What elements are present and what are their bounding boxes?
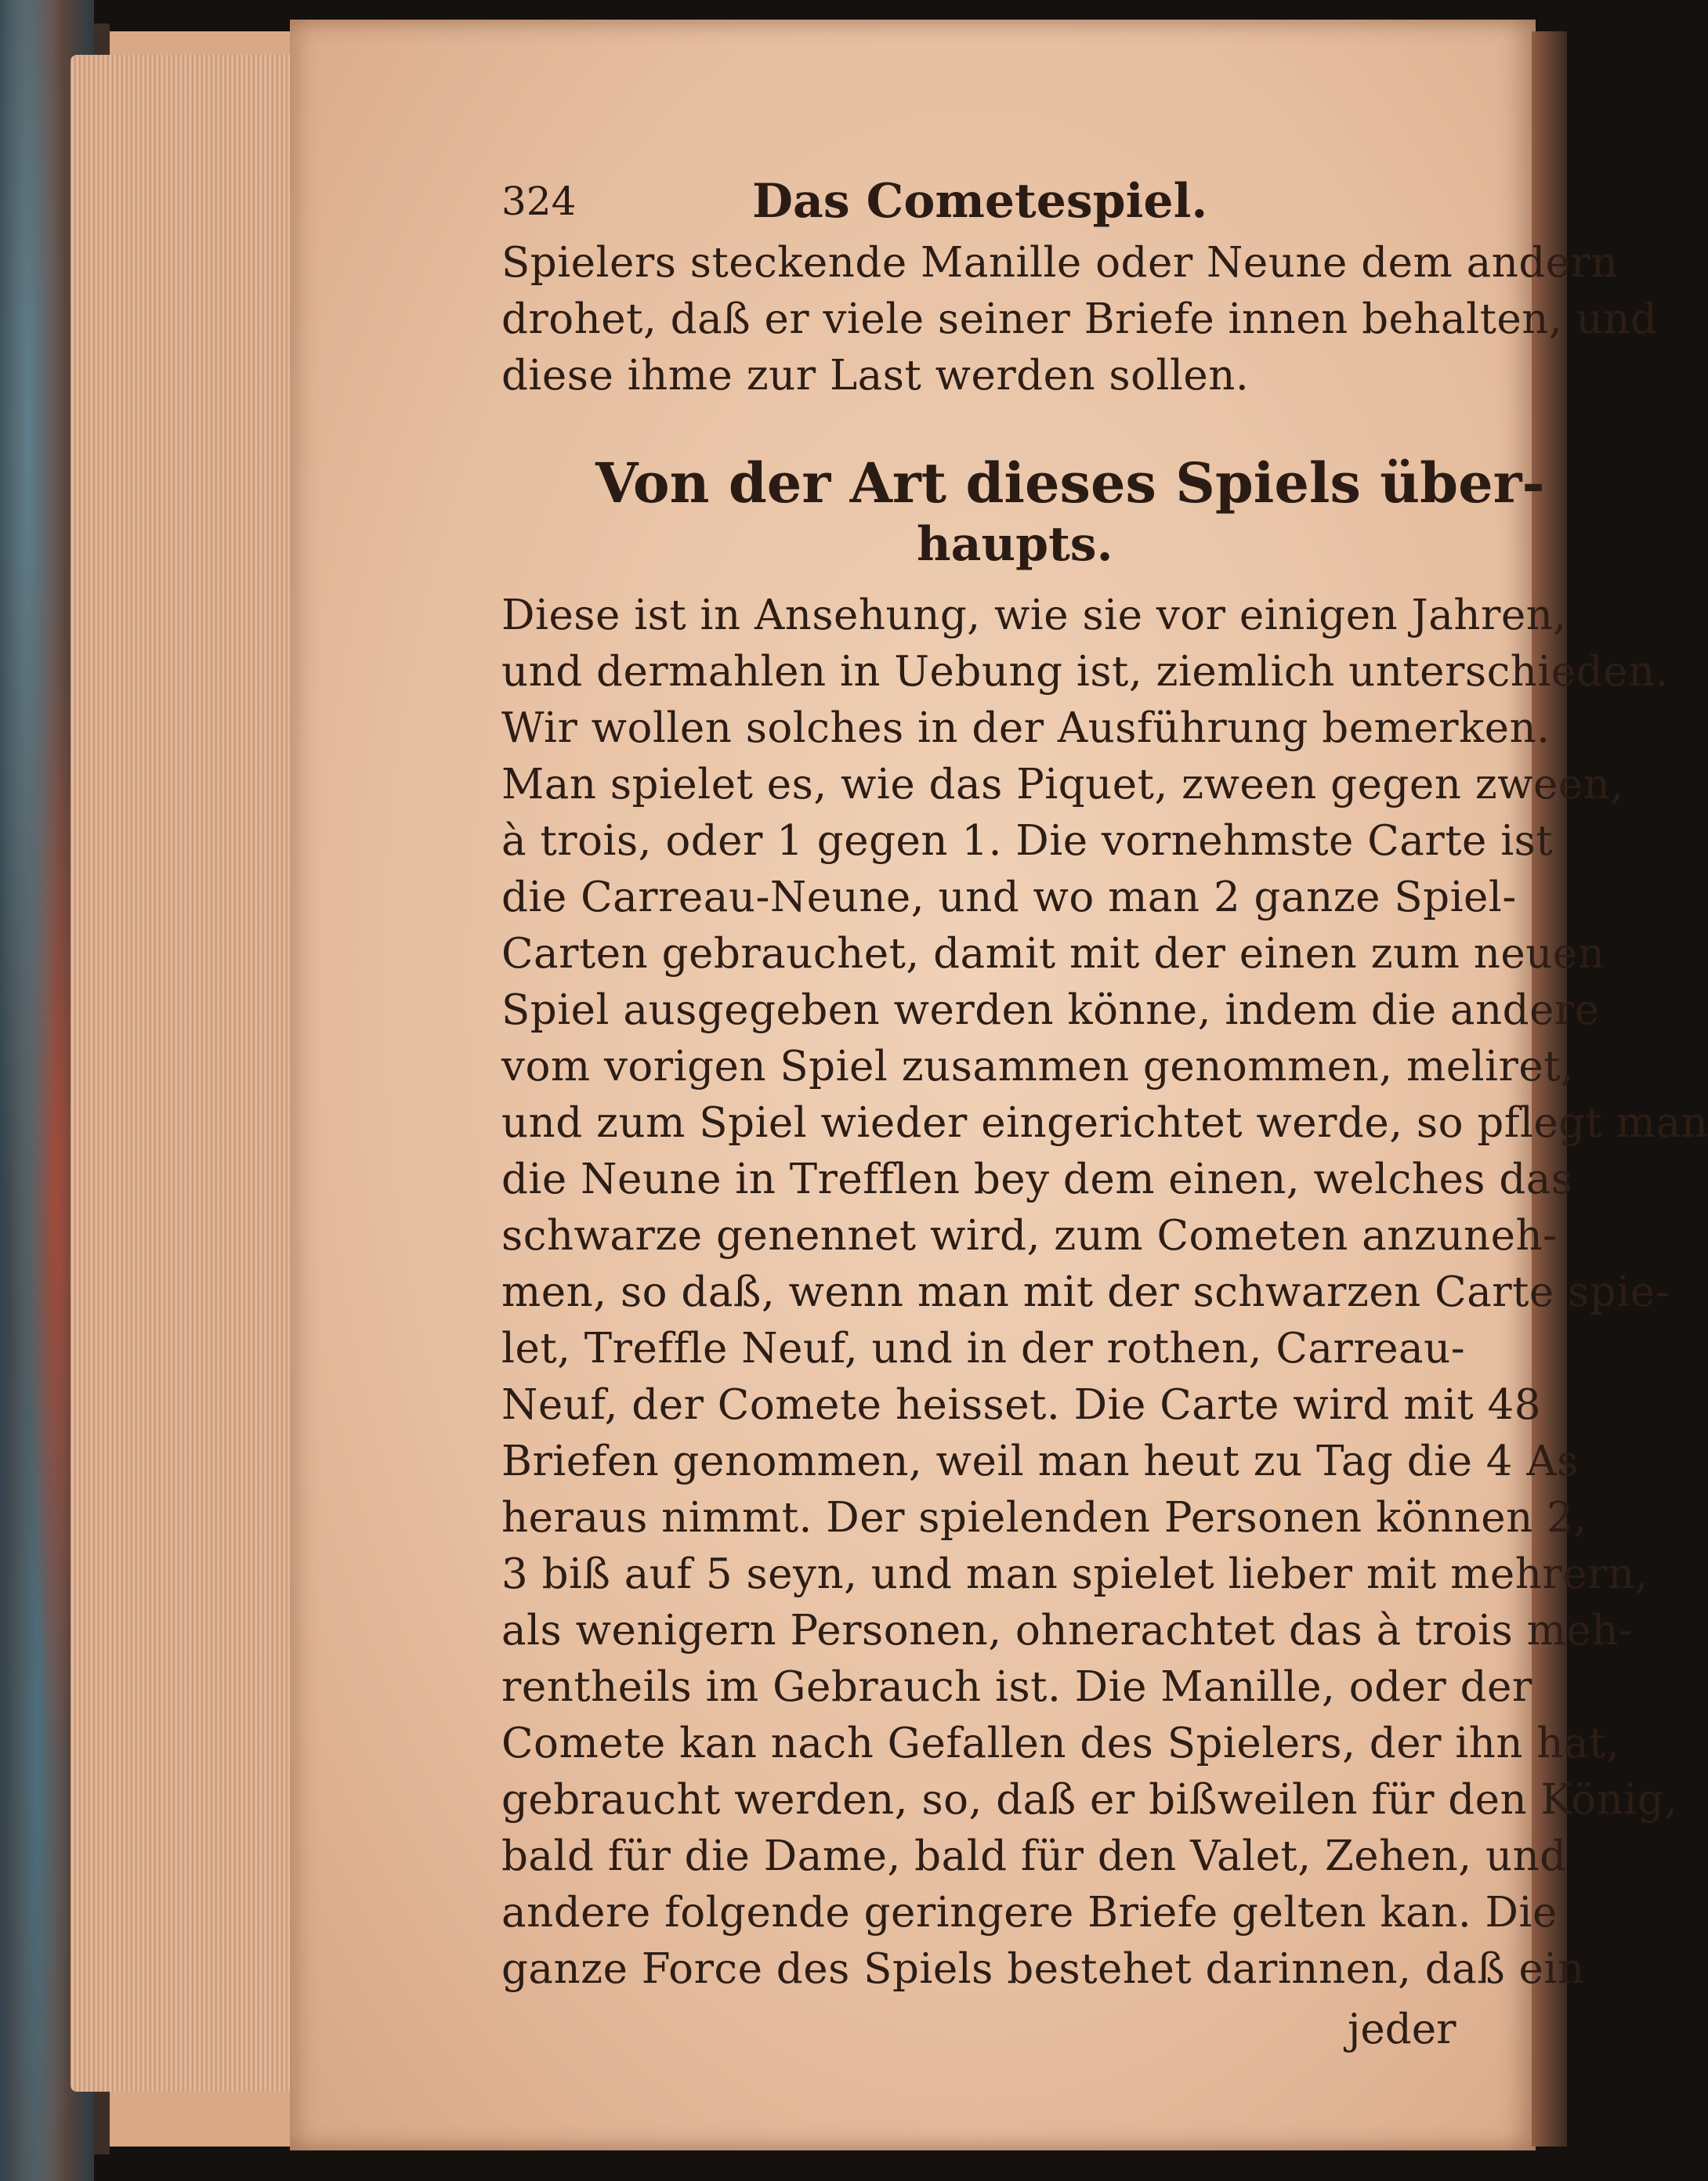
- text-line: heraus nimmt. Der spielenden Personen können 2,: [501, 1494, 1587, 1542]
- text-line: ganze Force des Spiels bestehet darinnen, daß ein: [501, 1945, 1585, 1993]
- body-paragraph: [501, 588, 1708, 1998]
- text-line: 3 biß auf 5 seyn, und man spielet lieber mit mehrern,: [501, 1550, 1648, 1598]
- text-line: und zum Spiel wieder eingerichtet werde, so pflegt man: [501, 1099, 1708, 1147]
- text-line: Man spielet es, wie das Piquet, zween gegen zween,: [501, 761, 1624, 808]
- text-line: gebraucht werden, so, daß er bißweilen für den König,: [501, 1776, 1678, 1824]
- text-line: vom vorigen Spiel zusammen genommen, meliret,: [501, 1043, 1575, 1090]
- top-paragraph: [501, 235, 1657, 404]
- running-title: Das Cometespiel.: [752, 174, 1208, 229]
- text-line: let, Treffle Neuf, und in der rothen, Carreau-: [501, 1325, 1466, 1373]
- text-line: die Neune in Trefflen bey dem einen, welches das: [501, 1156, 1573, 1203]
- page-edges: [71, 55, 298, 2092]
- section-heading-line-2: haupts.: [917, 517, 1113, 572]
- text-line: als wenigern Personen, ohnerachtet das à trois meh-: [501, 1607, 1634, 1655]
- text-line: à trois, oder 1 gegen 1. Die vornehmste Carte ist: [501, 817, 1554, 865]
- text-line: Comete kan nach Gefallen des Spielers, der ihn hat,: [501, 1720, 1620, 1767]
- catchword: jeder: [1348, 2006, 1457, 2053]
- text-line: Diese ist in Ansehung, wie sie vor einigen Jahren,: [501, 591, 1567, 639]
- page-number: 324: [501, 179, 577, 224]
- text-line: rentheils im Gebrauch ist. Die Manille, oder der: [501, 1663, 1532, 1711]
- text-line: Neuf, der Comete heisset. Die Carte wird mit 48: [501, 1381, 1541, 1429]
- section-heading-line-1: Von der Art dieses Spiels über-: [595, 450, 1545, 515]
- text-line: und dermahlen in Uebung ist, ziemlich unterschieden.: [501, 648, 1669, 696]
- text-line: Spiel ausgegeben werden könne, indem die andere: [501, 986, 1600, 1034]
- text-line: drohet, daß er viele seiner Briefe innen behalten, und: [501, 295, 1658, 343]
- text-line: men, so daß, wenn man mit der schwarzen Carte spie-: [501, 1268, 1670, 1316]
- text-line: andere folgende geringere Briefe gelten kan. Die: [501, 1889, 1558, 1937]
- text-line: Briefen genommen, weil man heut zu Tag die 4 As: [501, 1438, 1579, 1485]
- text-line: bald für die Dame, bald für den Valet, Zehen, und: [501, 1832, 1567, 1880]
- text-line: diese ihme zur Last werden sollen.: [501, 352, 1250, 400]
- text-line: Spielers steckende Manille oder Neune dem andern: [501, 239, 1619, 287]
- text-line: schwarze genennet wird, zum Cometen anzuneh-: [501, 1212, 1558, 1260]
- text-line: Carten gebrauchet, damit mit der einen zum neuen: [501, 930, 1605, 978]
- text-line: Wir wollen solches in der Ausführung bemerken.: [501, 704, 1551, 752]
- text-line: die Carreau-Neune, und wo man 2 ganze Spiel-: [501, 873, 1517, 921]
